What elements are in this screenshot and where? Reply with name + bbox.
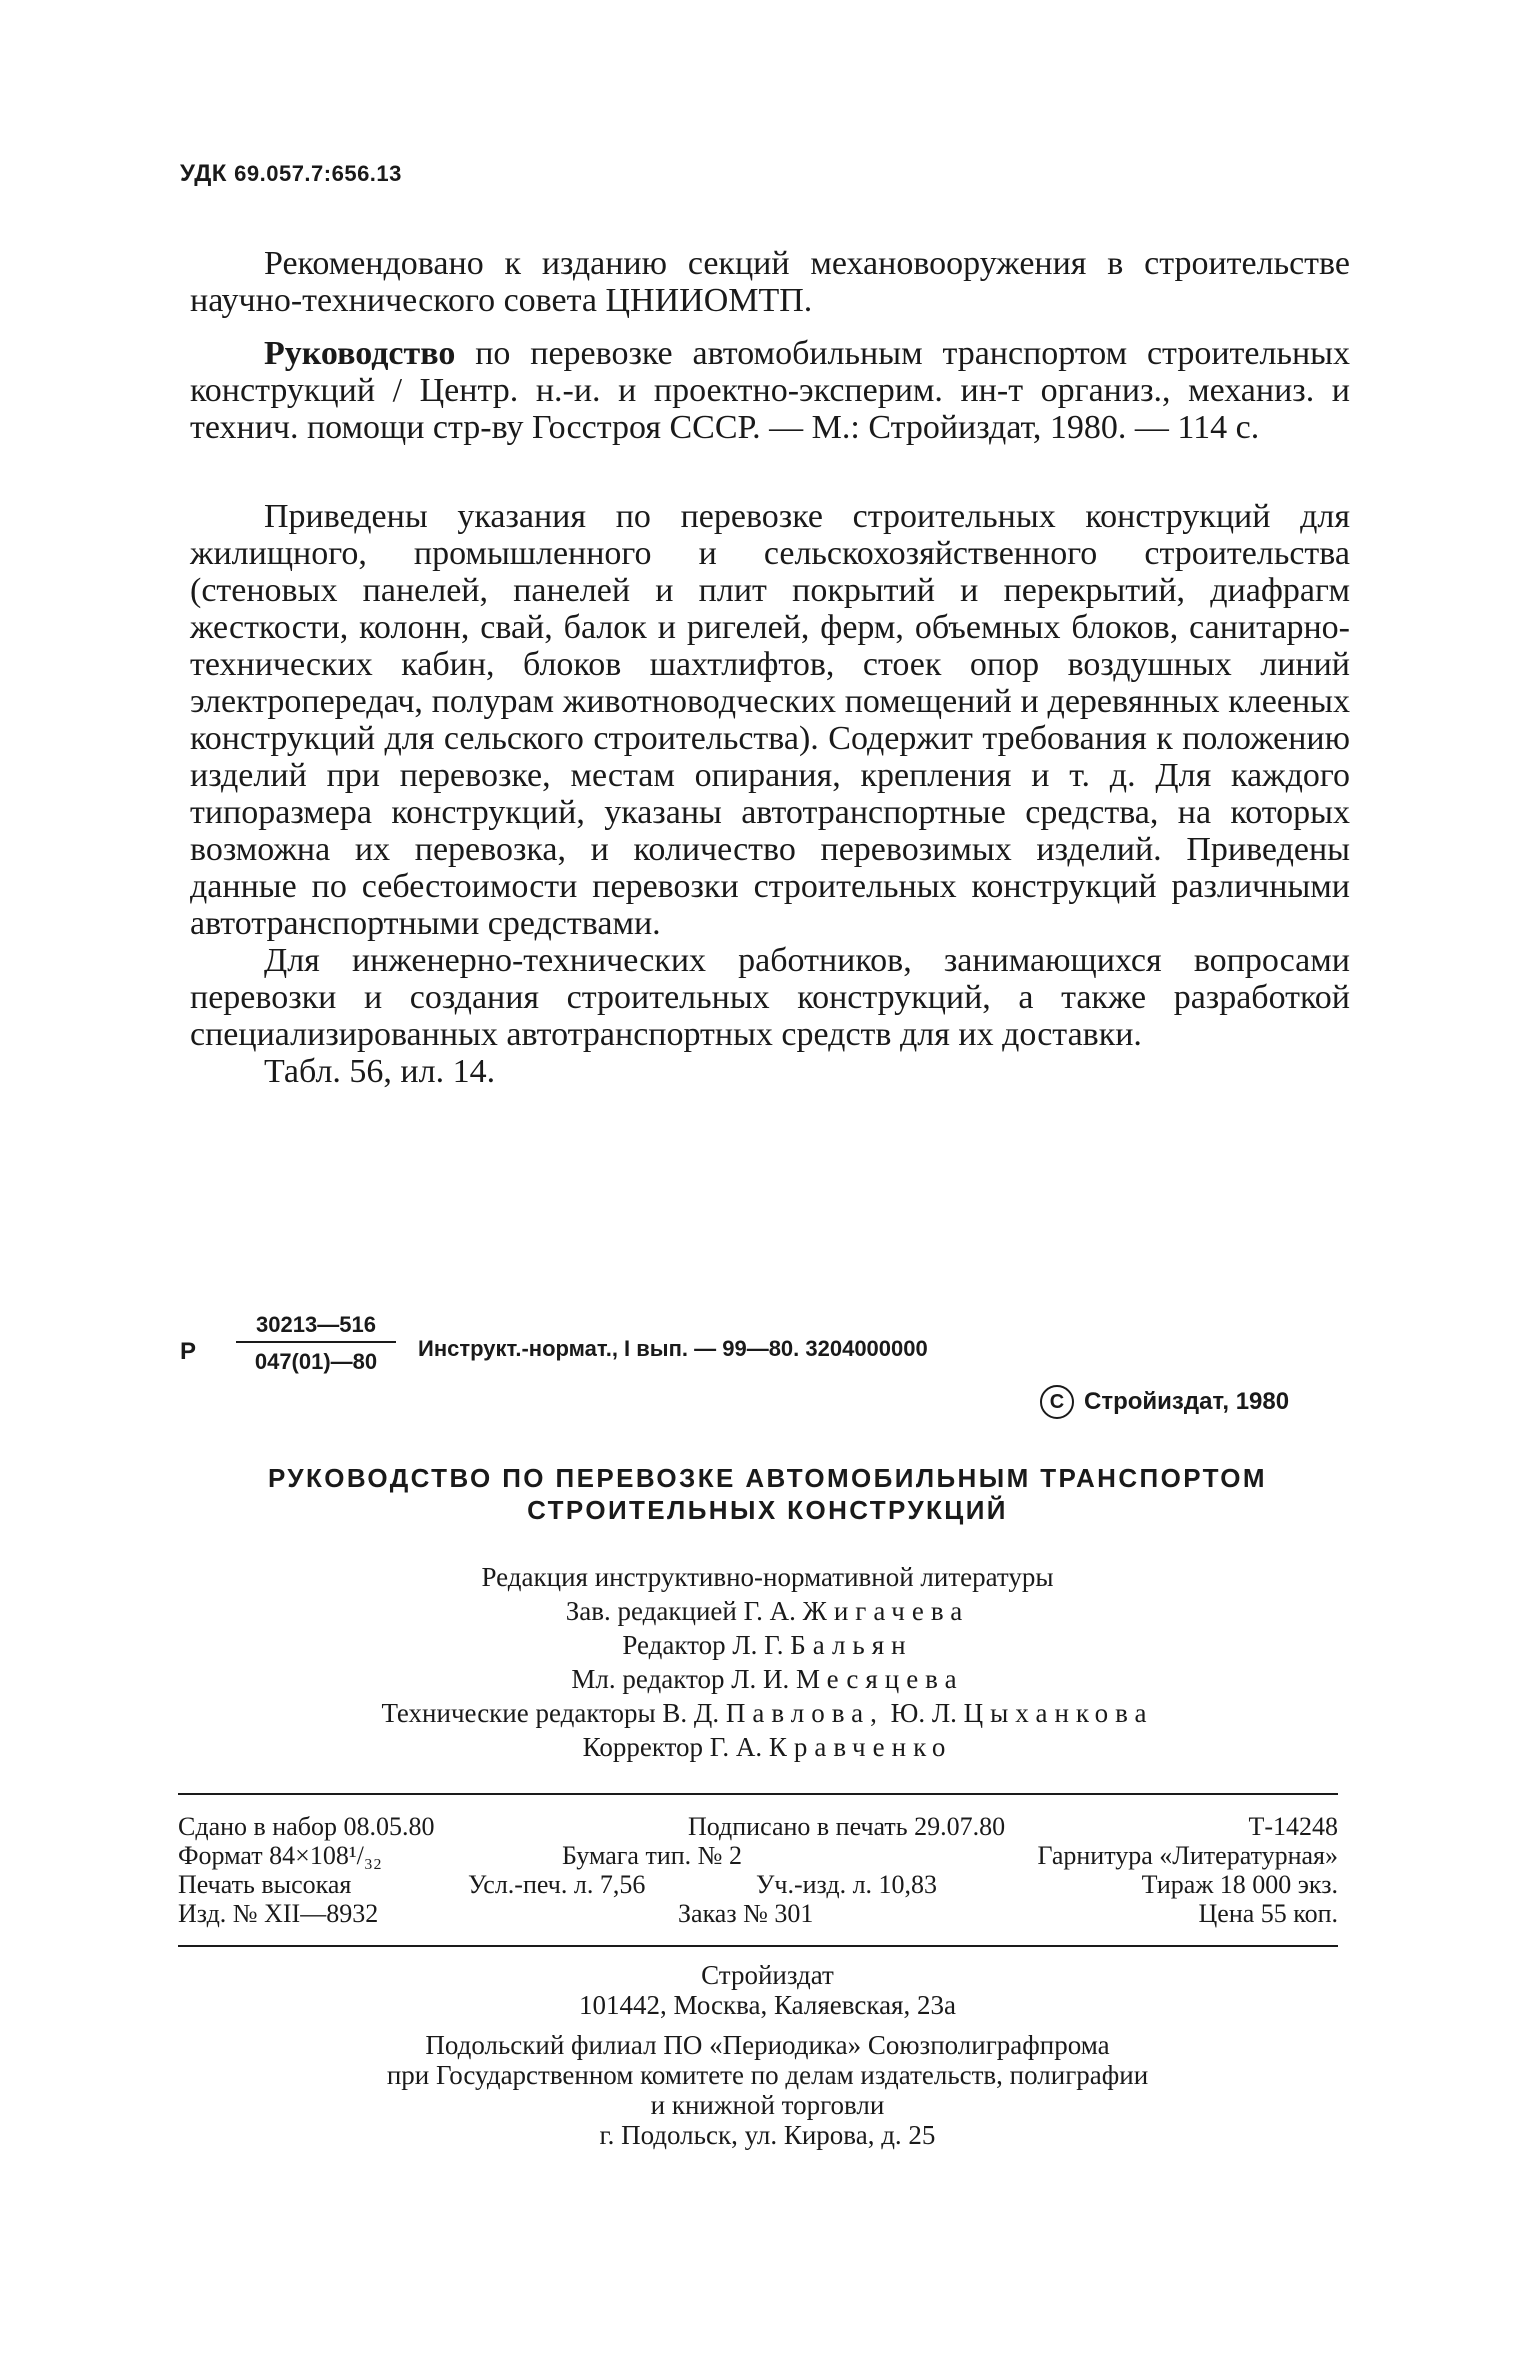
- annotation-paragraph-2: Для инженерно-технических работников, занимающихся вопросами перевозки и создания строительных конструкций, а также разработкой специализированных автотранспортных средств для их доставки.: [190, 942, 1350, 1053]
- annotation-paragraph-1: Приведены указания по перевозке строительных конструкций для жилищного, промышленного и сельскохозяйственного строительства (стеновых панелей, панелей и плит покрытий и перекрытий, диафрагм жесткости, колонн, свай, балок и ригелей, ферм, объемных блоков, санитарно-технических кабин, блоков шахтлифтов, стоек опор воздушных линий электропередач, полурам животноводческих помещений и деревянных клееных конструкций для сельского строительства). Содержит требования к положению изделий при перевозке, местам опирания, крепления и т. д. Для каждого типоразмера конструкций, указаны автотранспортные средства, на которых возможна их перевозка, и количество перевозимых изделий. Приведены данные по себестоимости перевозки строительных конструкций различными автотранспортными средствами.: [190, 498, 1350, 942]
- edition-name: Редакция инструктивно-нормативной литературы: [481, 1562, 1054, 1592]
- imprint-run: Тираж 18 000 экз.: [1141, 1870, 1338, 1899]
- book-title-line-1: РУКОВОДСТВО ПО ПЕРЕВОЗКЕ АВТОМОБИЛЬНЫМ ТРАНСПОРТОМ: [268, 1463, 1267, 1493]
- recommendation-text: Рекомендовано к изданию секций механовооружения в строительстве научно-технического совета ЦНИИОМТП.: [190, 245, 1350, 319]
- credit-role: Технические редакторы В. Д.: [381, 1698, 720, 1728]
- pub-code-denominator: 047(01)—80: [254, 1349, 378, 1374]
- book-title: [190, 1462, 1345, 1526]
- imprint-acc-sheets: Уч.-изд. л. 10,83: [756, 1870, 938, 1899]
- credit-name: Цыханкова: [963, 1698, 1154, 1728]
- pub-code-tail: Инструкт.-нормат., I вып. — 99—80. 3204000000: [418, 1336, 928, 1361]
- imprint-row: [178, 1870, 1338, 1899]
- imprint-paper: Бумага тип. № 2: [562, 1841, 742, 1870]
- tables-illustrations-count: Табл. 56, ил. 14.: [264, 1053, 496, 1090]
- udk-code: 69.057.7:656.13: [234, 161, 402, 186]
- imprint-print: Печать высокая: [178, 1870, 352, 1899]
- pub-code-numerator: 30213—516: [236, 1312, 396, 1343]
- publisher-address: 101442, Москва, Каляевская, 23а: [579, 1990, 956, 2020]
- printer-line-1: Подольский филиал ПО «Периодика» Союзполиграфпрома: [425, 2030, 1110, 2060]
- imprint-row: [178, 1899, 1338, 1928]
- pub-code-fraction: [236, 1312, 396, 1375]
- credit-name: Бальян: [790, 1630, 913, 1660]
- print-imprint: [178, 1812, 1338, 1928]
- printer-info: [190, 1960, 1345, 2150]
- udk-label: УДК: [180, 160, 227, 187]
- printer-line-4: г. Подольск, ул. Кирова, д. 25: [599, 2120, 936, 2150]
- book-title-line-2: СТРОИТЕЛЬНЫХ КОНСТРУКЦИЙ: [527, 1495, 1008, 1525]
- divider-bottom: [178, 1945, 1338, 1947]
- printer-line-3: и книжной торговли: [650, 2090, 885, 2120]
- udk-index: [180, 160, 402, 188]
- recommendation-block: [190, 245, 1350, 319]
- imprint-price: Цена 55 коп.: [1198, 1899, 1338, 1928]
- imprint-sent: Сдано в набор 08.05.80: [178, 1812, 435, 1841]
- editorial-credits: [150, 1560, 1385, 1764]
- printer-line-2: при Государственном комитете по делам издательств, полиграфии: [386, 2060, 1149, 2090]
- copyright-text: Стройиздат, 1980: [1084, 1388, 1290, 1415]
- credit-name: Павлова,: [725, 1698, 884, 1728]
- credit-corrector: [150, 1730, 1385, 1764]
- credit-role: Редактор Л. Г.: [622, 1630, 784, 1660]
- bibliography-title: Руководство: [264, 335, 456, 372]
- publisher-name: Стройиздат: [701, 1960, 834, 1990]
- imprint-row: [178, 1841, 1338, 1870]
- credit-role: Корректор Г. А.: [582, 1732, 763, 1762]
- pub-code-letter: Р: [180, 1338, 197, 1365]
- imprint-order: Заказ № 301: [678, 1899, 814, 1928]
- imprint-format: Формат 84×108¹/₃₂: [178, 1841, 382, 1870]
- credit-head: [150, 1594, 1385, 1628]
- bibliographic-record: [190, 335, 1350, 446]
- credit-name: Жигачева: [802, 1596, 970, 1626]
- credit-role: Зав. редакцией Г. А.: [565, 1596, 796, 1626]
- imprint-row: [178, 1812, 1338, 1841]
- divider-top: [178, 1793, 1338, 1795]
- imprint-sheets: Усл.-печ. л. 7,56: [468, 1870, 646, 1899]
- imprint-edition-no: Изд. № XII—8932: [178, 1899, 379, 1928]
- credit-role: Мл. редактор Л. И.: [571, 1664, 790, 1694]
- credit-name: Кравченко: [768, 1732, 953, 1762]
- credit-name: Месяцева: [796, 1664, 964, 1694]
- imprint-signed: Подписано в печать 29.07.80: [688, 1812, 1006, 1841]
- copyright-notice: [1040, 1385, 1289, 1419]
- imprint-code: Т-14248: [1248, 1812, 1338, 1841]
- credit-role: Ю. Л.: [890, 1698, 957, 1728]
- annotation-block: [190, 498, 1350, 1090]
- imprint-font: Гарнитура «Литературная»: [1037, 1841, 1338, 1870]
- spacer: [190, 2020, 1345, 2030]
- bibliography-rest: по перевозке автомобильным транспортом строительных конструкций / Центр. н.-и. и проектно-эксперим. ин-т организ., механиз. и технич. помощи стр-ву Госстроя СССР. — М.: Стройиздат, 1980. — 114 с.: [190, 335, 1350, 446]
- credit-tech-editors: [150, 1696, 1385, 1730]
- bibliography-paragraph: [190, 335, 1350, 446]
- credit-editor: [150, 1628, 1385, 1662]
- credit-junior-editor: [150, 1662, 1385, 1696]
- copyright-icon: C: [1040, 1385, 1074, 1419]
